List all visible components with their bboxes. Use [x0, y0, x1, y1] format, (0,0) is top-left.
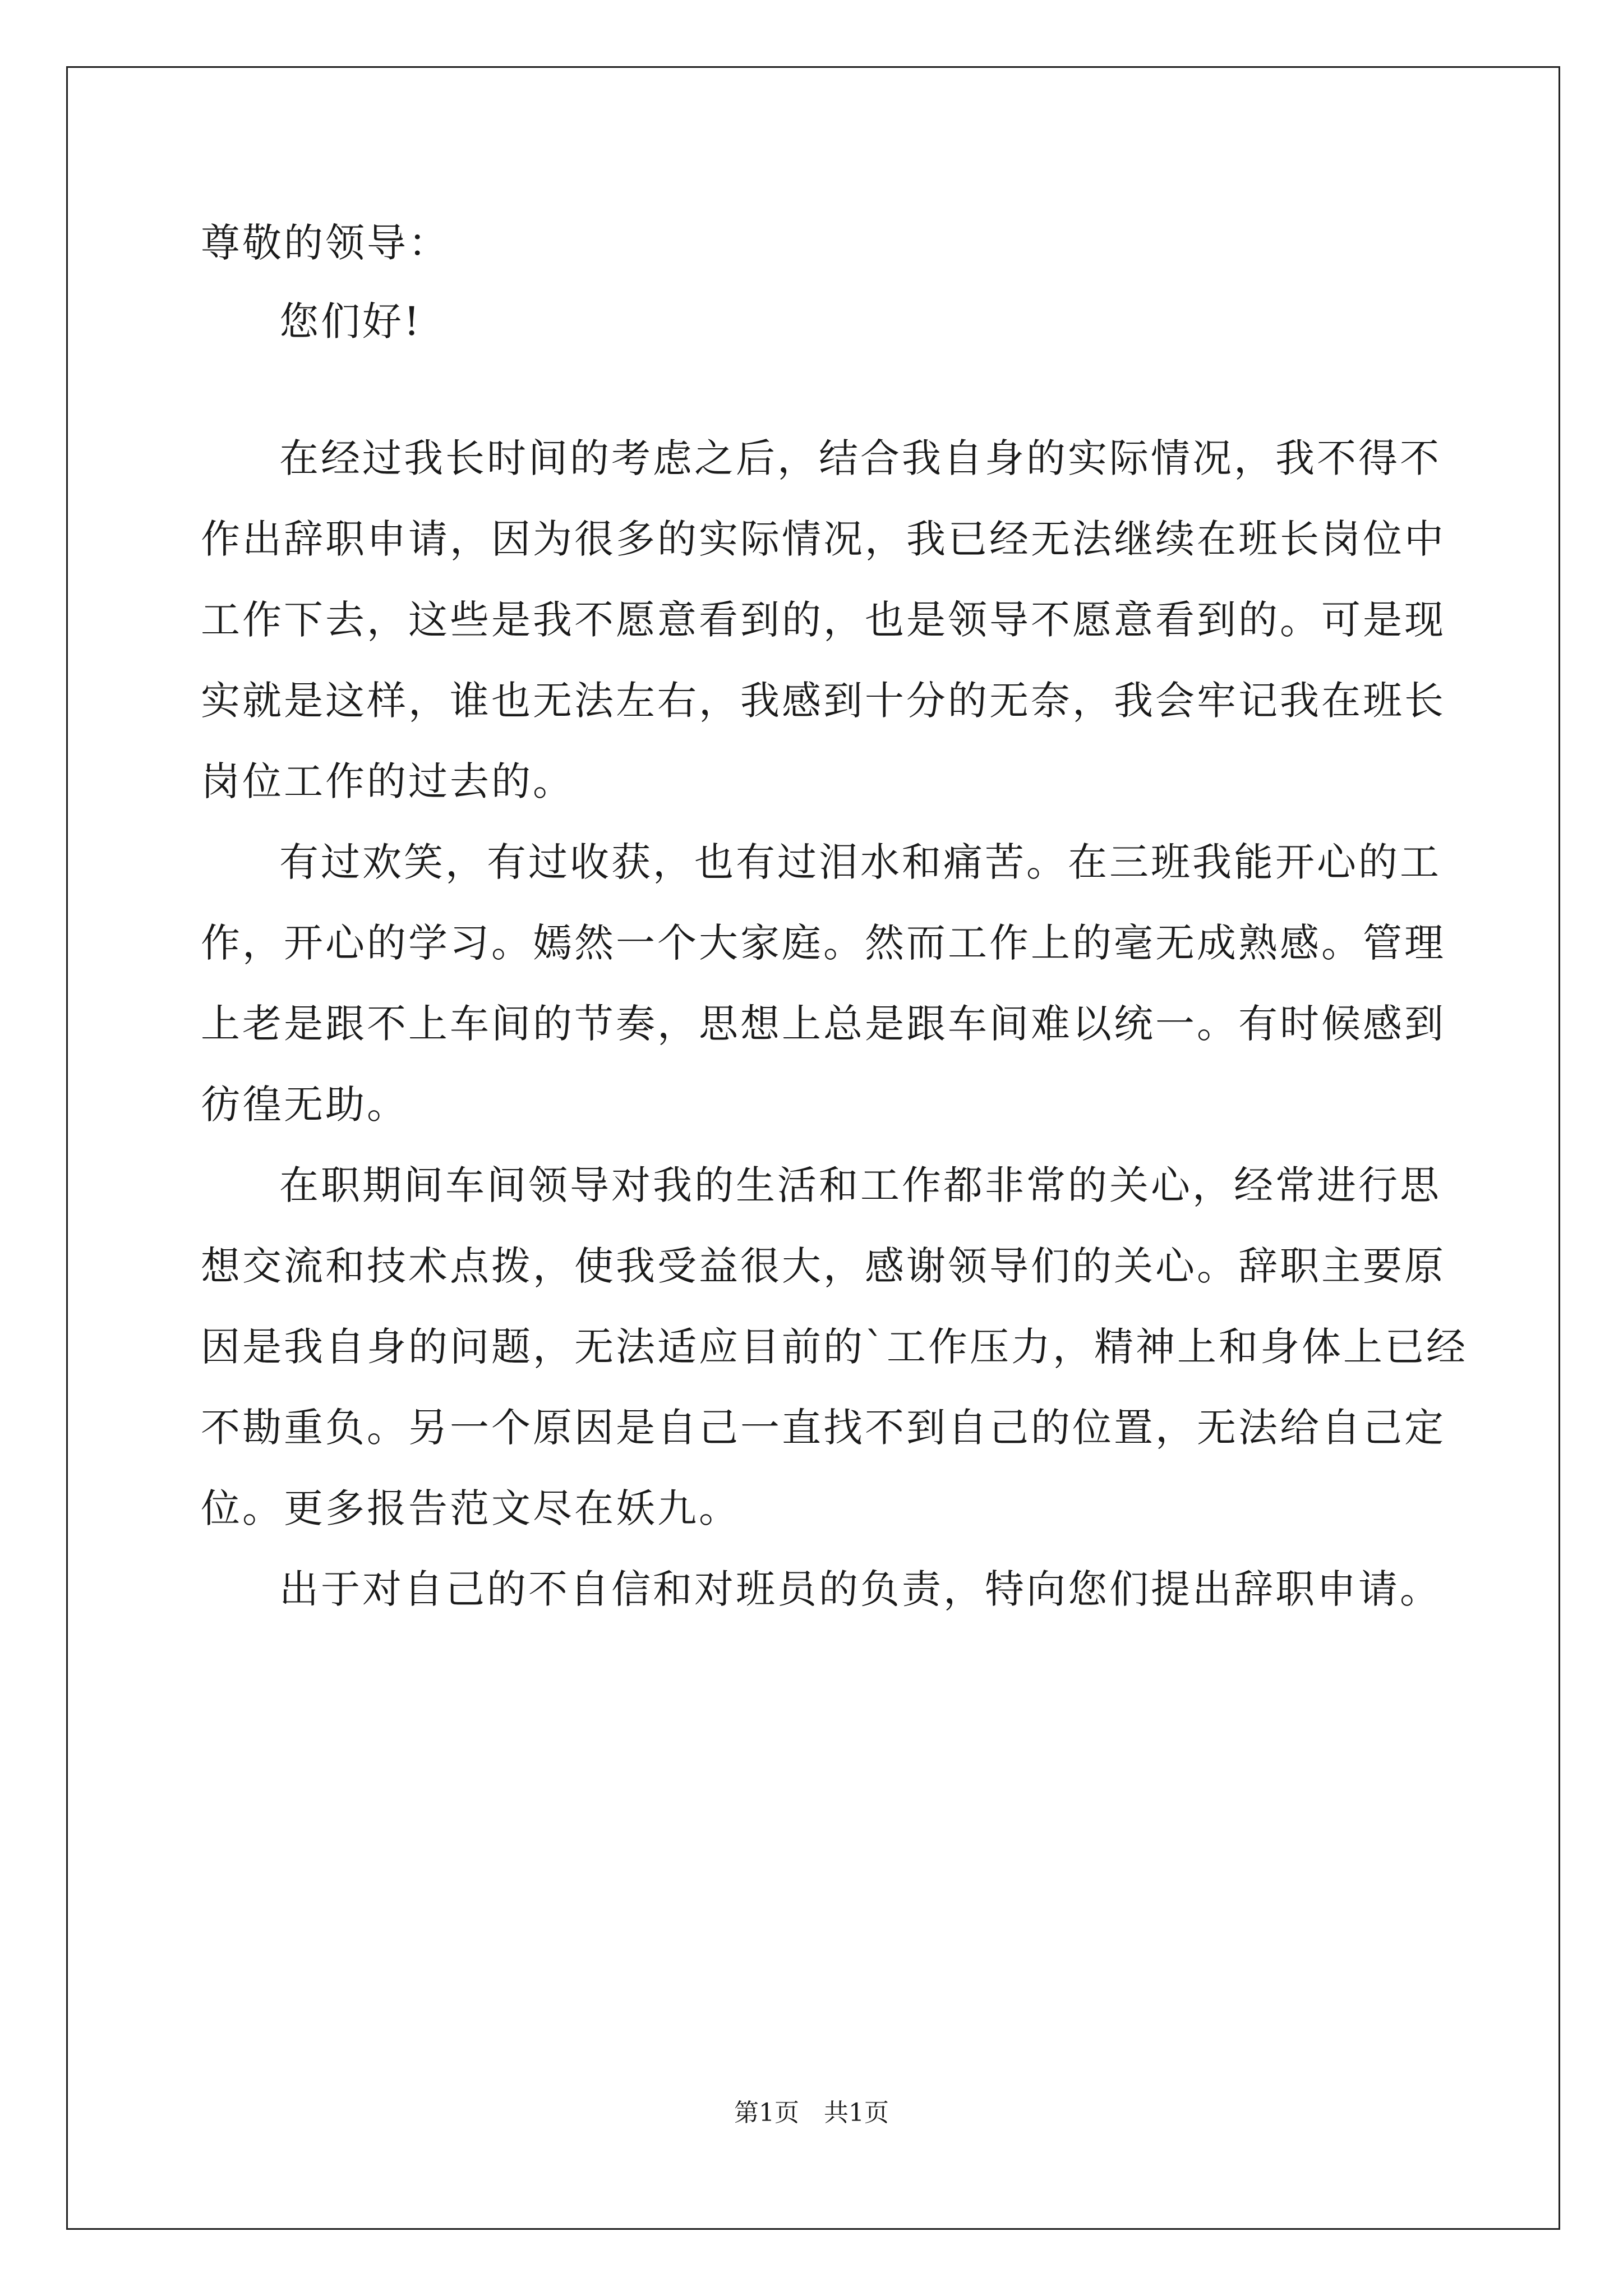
salutation: 尊敬的领导：	[201, 220, 450, 266]
paragraph-2-line-1: 有过欢笑，有过收获，也有过泪水和痛苦。在三班我能开心的工	[279, 839, 1441, 885]
paragraph-4-line-1: 出于对自己的不自信和对班员的负责，特向您们提出辞职申请。	[279, 1566, 1441, 1612]
greeting: 您们好!	[279, 298, 422, 344]
paragraph-2-line-3: 上老是跟不上车间的节奏，思想上总是跟车间难以统一。有时候感到	[201, 1001, 1446, 1047]
paragraph-3-line-4: 不勘重负。另一个原因是自己一直找不到自己的位置，无法给自己定	[201, 1405, 1446, 1451]
paragraph-3-line-5: 位。更多报告范文尽在妖九。	[201, 1485, 740, 1531]
page-footer: 第1页 共1页	[734, 2099, 889, 2127]
paragraph-1-line-3: 工作下去，这些是我不愿意看到的，也是领导不愿意看到的。可是现	[201, 597, 1446, 643]
paragraph-1-line-1: 在经过我长时间的考虑之后，结合我自身的实际情况，我不得不	[279, 435, 1441, 481]
paragraph-3-line-1: 在职期间车间领导对我的生活和工作都非常的关心，经常进行思	[279, 1162, 1441, 1208]
paragraph-1-line-4: 实就是这样，谁也无法左右，我感到十分的无奈，我会牢记我在班长	[201, 678, 1446, 724]
page-border	[66, 66, 1560, 2230]
paragraph-3-line-2: 想交流和技术点拨，使我受益很大，感谢领导们的关心。辞职主要原	[201, 1243, 1446, 1289]
paragraph-1-line-5: 岗位工作的过去的。	[201, 758, 574, 804]
paragraph-2-line-2: 作，开心的学习。嫣然一个大家庭。然而工作上的毫无成熟感。管理	[201, 920, 1446, 966]
paragraph-2-line-4: 彷徨无助。	[201, 1082, 408, 1128]
paragraph-1-line-2: 作出辞职申请，因为很多的实际情况，我已经无法继续在班长岗位中	[201, 516, 1446, 562]
paragraph-3-line-3: 因是我自身的问题，无法适应目前的`工作压力，精神上和身体上已经	[201, 1324, 1468, 1370]
